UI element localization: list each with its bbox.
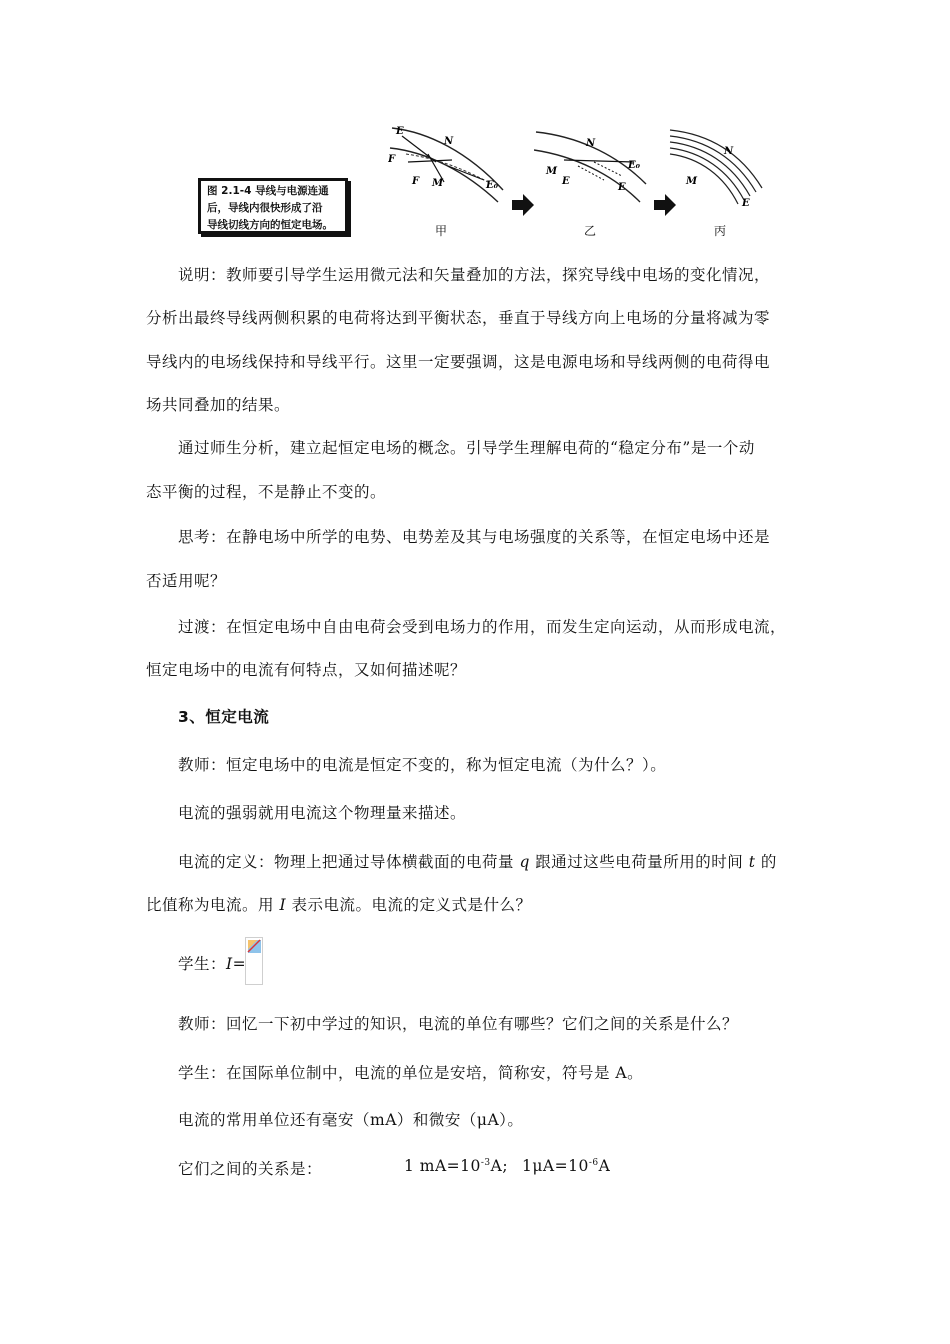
symbol-I: I [226, 955, 233, 973]
text-fragment: A [598, 1157, 611, 1175]
label-M: M [686, 176, 698, 187]
label-F2: F [412, 176, 420, 187]
label-N: N [724, 146, 734, 157]
exponent: -3 [480, 1157, 491, 1168]
text-fragment: 电流的定义：物理上把通过导体横截面的电荷量 [178, 853, 520, 871]
paragraph-line: 教师：回忆一下初中学过的知识，电流的单位有哪些？它们之间的关系是什么？ [178, 1015, 739, 1033]
symbol-q: q [519, 853, 530, 871]
paragraph-line: 态平衡的过程，不是静止不变的。 [146, 483, 387, 501]
paragraph-line: 导线内的电场线保持和导线平行。这里一定要强调，这是电源电场和导线两侧的电荷得电 [146, 353, 771, 371]
figure [190, 122, 780, 242]
label-E0: E₀ [486, 180, 499, 191]
paragraph-line [178, 1157, 322, 1179]
paragraph-line [178, 952, 246, 974]
diagram-panel-b [534, 122, 654, 212]
paragraph-line: 说明：教师要引导学生运用微元法和矢量叠加的方法，探究导线中电场的变化情况， [178, 266, 771, 284]
panel-label-c: 丙 [714, 224, 727, 238]
label-E2: E [618, 182, 626, 193]
diagram-panel-c [668, 122, 773, 212]
paragraph-line: 电流的强弱就用电流这个物理量来描述。 [178, 804, 467, 822]
paragraph-line: 否适用呢？ [146, 572, 227, 590]
label-N: N [444, 136, 454, 147]
paragraph-line: 学生：在国际单位制中，电流的单位是安培，简称安，符号是 A。 [178, 1064, 644, 1082]
text-fragment: 表示电流。电流的定义式是什么？ [286, 896, 532, 914]
paragraph-line: 思考：在静电场中所学的电势、电势差及其与电场强度的关系等，在恒定电场中还是 [178, 528, 771, 546]
label-E: E [562, 176, 570, 187]
figure-caption [198, 178, 348, 234]
unit-relation-1 [404, 1157, 508, 1175]
label-F: F [388, 154, 396, 165]
symbol-I: I [279, 896, 287, 914]
text-fragment: A; [490, 1157, 509, 1175]
label-N: N [586, 138, 596, 149]
text-fragment: = [232, 955, 247, 973]
section-heading: 3、恒定电流 [178, 708, 270, 726]
paragraph-line: 分析出最终导线两侧积累的电荷将达到平衡状态，垂直于导线方向上电场的分量将减为零 [146, 309, 771, 327]
text-fragment: 的 [755, 853, 777, 871]
label-E: E [396, 126, 404, 137]
label-E: E [742, 198, 750, 209]
label-M: M [432, 178, 444, 189]
panel-label-a: 甲 [435, 224, 448, 238]
text-fragment: 1μA=10 [522, 1157, 589, 1175]
text-fragment: 它们之间的关系是： [178, 1160, 323, 1178]
label-M: M [546, 166, 558, 177]
panel-label-b: 乙 [584, 224, 597, 238]
paragraph-line: 场共同叠加的结果。 [146, 396, 291, 414]
label-E0: E₀ [628, 160, 641, 171]
unit-relation-2 [522, 1157, 610, 1175]
paragraph-line: 过渡：在恒定电场中自由电荷会受到电场力的作用，而发生定向运动，从而形成电流， [178, 618, 787, 636]
symbol-t: t [748, 853, 756, 871]
text-fragment: 学生： [178, 955, 227, 973]
paragraph-line: 通过师生分析，建立起恒定电场的概念。引导学生理解电荷的“稳定分布”是一个动 [178, 439, 755, 457]
text-fragment: 比值称为电流。用 [146, 896, 280, 914]
caption-line: 图 2.1-4 导线与电源连通 [207, 185, 329, 197]
paragraph-line: 教师：恒定电场中的电流是恒定不变的，称为恒定电流（为什么？）。 [178, 756, 667, 774]
paragraph-line: 恒定电场中的电流有何特点，又如何描述呢？ [146, 661, 467, 679]
arrow-right-icon [512, 194, 534, 216]
text-fragment: 1 mA=10 [404, 1157, 481, 1175]
diagram-panel-a [388, 122, 508, 212]
caption-line: 导线切线方向的恒定电场。 [207, 219, 333, 231]
caption-line: 后，导线内很快形成了沿 [207, 202, 323, 214]
text-fragment: 跟通过这些电荷量所用的时间 [529, 853, 749, 871]
paragraph-line [146, 893, 532, 915]
broken-formula-image-icon [245, 937, 263, 985]
paragraph-line: 电流的常用单位还有毫安（mA）和微安（μA）。 [178, 1111, 524, 1129]
paragraph-line [178, 850, 777, 872]
exponent: -6 [588, 1157, 599, 1168]
